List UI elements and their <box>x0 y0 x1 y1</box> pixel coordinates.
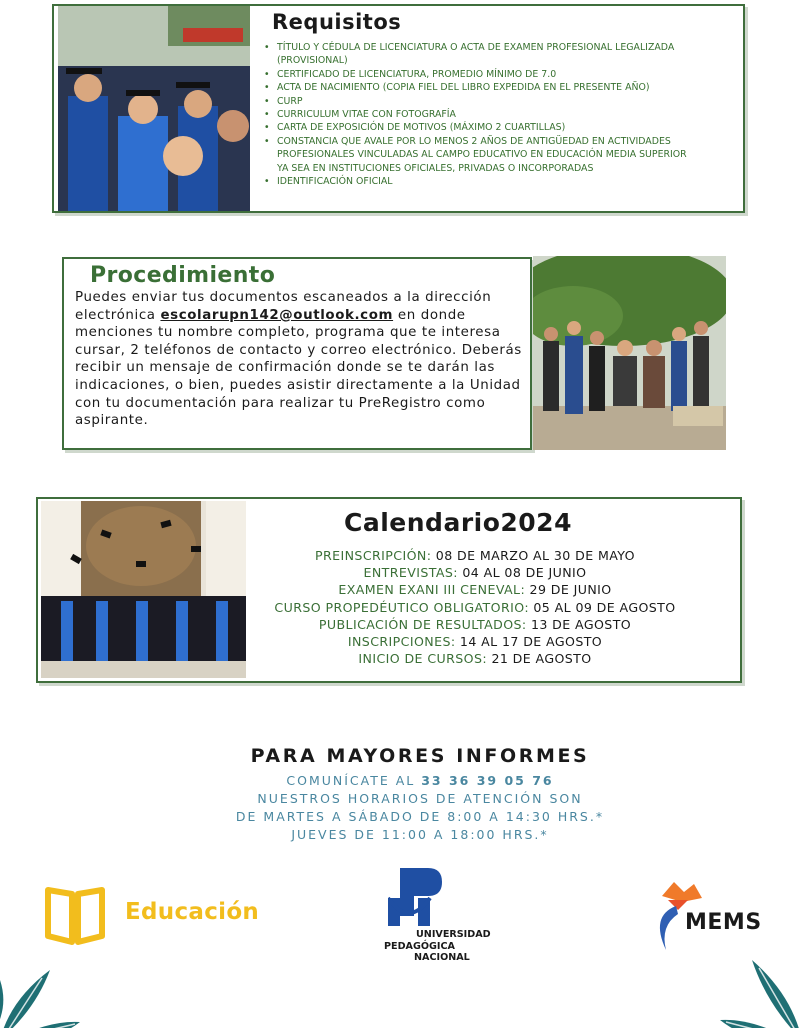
upn-emblem-icon <box>388 868 448 928</box>
upn-logo <box>384 868 509 968</box>
leaf-decoration-left-icon <box>0 950 90 1028</box>
book-icon <box>44 884 106 946</box>
requisitos-list <box>262 41 692 188</box>
calendar-row: CURSO PROPEDÉUTICO OBLIGATORIO: 05 AL 09 DE AGOSTO <box>274 599 676 615</box>
mems-label: MEMS <box>685 910 762 935</box>
hours-weekdays: DE MARTES A SÁBADO DE 8:00 A 14:30 HRS.* <box>235 809 605 824</box>
procedimiento-title: Procedimiento <box>90 263 276 288</box>
educacion-label: Educación <box>125 899 260 925</box>
hours-thursday: JUEVES DE 11:00 A 18:00 HRS.* <box>291 827 549 842</box>
list-item: • IDENTIFICACIÓN OFICIAL <box>264 176 393 188</box>
list-item: • TÍTULO Y CÉDULA DE LICENCIATURA O ACTA DE EXAMEN PROFESIONAL LEGALIZADA (PROVISIONAL) <box>264 42 675 67</box>
list-item: • CURRICULUM VITAE CON FOTOGRAFÍA <box>264 109 456 121</box>
educacion-logo <box>44 884 284 946</box>
calendar-row: INSCRIPCIONES: 14 AL 17 DE AGOSTO <box>347 634 603 650</box>
list-item: • CERTIFICADO DE LICENCIATURA, PROMEDIO MÍNIMO DE 7.0 <box>264 68 557 80</box>
informes-text <box>0 772 800 844</box>
list-item: • CONSTANCIA QUE AVALE POR LO MENOS 2 AÑOS DE ANTIGÜEDAD EN ACTIVIDADES PROFESIONALES VINCULADAS AL CAMPO EDUCATIVO EN EDUCACIÓN MEDIA SUPERIOR YA SEA EN INSTITUCIONES OFICIALES, PRIVADAS O INCORPORADAS <box>264 135 687 174</box>
informes-title: PARA MAYORES INFORMES <box>250 745 590 767</box>
email-link[interactable]: escolarupn142@outlook.com <box>160 307 394 323</box>
calendar-row: PREINSCRIPCIÓN: 08 DE MARZO AL 30 DE MAYO <box>315 548 635 563</box>
calendario-dates <box>250 547 700 667</box>
list-item: • CURP <box>264 95 303 107</box>
group-outdoor-photo <box>533 256 726 450</box>
hours-heading: NUESTROS HORARIOS DE ATENCIÓN SON <box>257 791 583 806</box>
upn-name: UNIVERSIDAD PEDAGÓGICA NACIONAL <box>384 929 491 963</box>
requisitos-title: Requisitos <box>272 10 402 34</box>
graduates-selfie-photo <box>58 6 250 211</box>
calendar-row: INICIO DE CURSOS: 21 DE AGOSTO <box>358 651 592 667</box>
calendar-row: PUBLICACIÓN DE RESULTADOS: 13 DE AGOSTO <box>318 616 632 632</box>
leaf-decoration-right-icon <box>712 940 800 1028</box>
calendar-row: EXAMEN EXANI III CENEVAL: 29 DE JUNIO <box>338 582 612 598</box>
phone-number[interactable]: 33 36 39 05 76 <box>421 773 554 788</box>
contact-line: COMUNÍCATE AL 33 36 39 05 76 <box>286 773 554 788</box>
list-item: • ACTA DE NACIMIENTO (COPIA FIEL DEL LIBRO EXPEDIDA EN EL PRESENTE AÑO) <box>264 82 650 94</box>
calendario-title: Calendario2024 <box>344 508 572 537</box>
calendar-row: ENTREVISTAS: 04 AL 08 DE JUNIO <box>363 565 587 581</box>
graduation-caps-photo <box>41 501 246 678</box>
list-item: • CARTA DE EXPOSICIÓN DE MOTIVOS (MÁXIMO 2 CUARTILLAS) <box>264 122 566 134</box>
procedimiento-text: Puedes enviar tus documentos escaneados a la dirección electrónica escolarupn142@outlook.com en donde menciones tu nombre completo, programa que te interesa cursar, 2 teléfonos de contacto y correo electrónico. Deberás recibir un mensaje de confirmación donde se te darán las indicaciones, o bien, puedes asistir directamente a la Unidad con tu documentación para realizar tu PreRegistro como aspirante. <box>75 290 522 429</box>
